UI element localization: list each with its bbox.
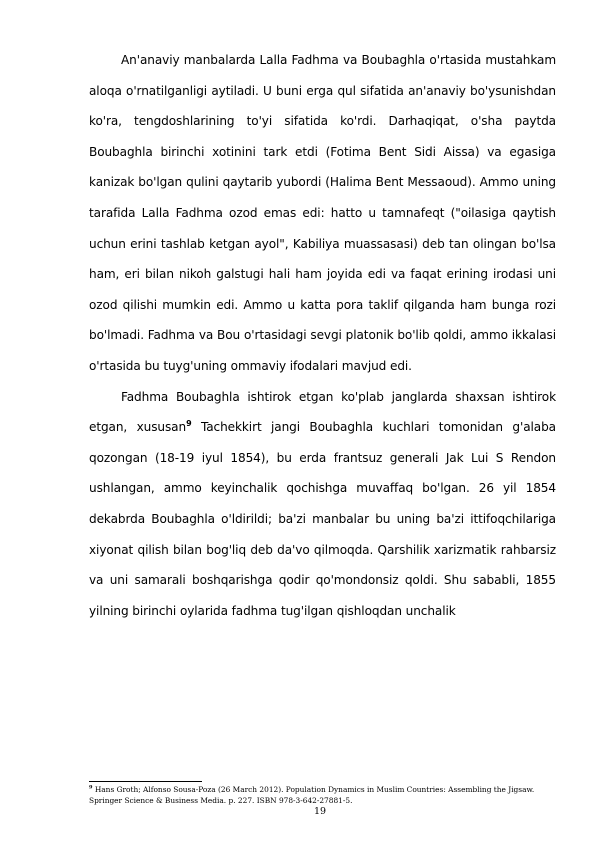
paragraph-1-text: An'anaviy manbalarda Lalla Fadhma va Boubaghla o'rtasida mustahkam aloqa o'rnatilganligi aytiladi. U buni erga qul sifatida an'anaviy bo'ysunishdan ko'ra, tengdoshlarining to'yi sifatida ko'rdi. Darhaqiqat, o'sha paytda Boubaghla birinchi xotinini tark etdi (Fotima Bent Sidi Aissa) va egasiga kanizak bo'lgan qulini qaytarib yubordi (Halima Bent Messaoud). Ammo uning tarafida Lalla Fadhma ozod emas edi: hatto u tamnafeqt ("oilasiga qaytish uchun erini tashlab ketgan ayol", Kabiliya muassasasi) deb tan olingan bo'lsa ham, eri bilan nikoh galstugi hali ham joyida edi va faqat erining irodasi uni ozod qilishi mumkin edi. Ammo u katta pora taklif qilganda ham bunga rozi bo'lmadi. Fadhma va Bou o'rtasidagi sevgi platonik bo'lib qoldi, ammo ikkalasi o'rtasida bu tuyg'uning ommaviy ifodalari mavjud edi. <box>89 53 556 373</box>
footnote <box>89 785 559 806</box>
body-text <box>89 45 556 626</box>
footnote-marker: 9 <box>89 784 93 791</box>
paragraph-2 <box>89 382 556 627</box>
page-number: 19 <box>313 806 327 817</box>
footnote-divider <box>89 781 202 782</box>
paragraph-1 <box>89 45 556 382</box>
footnote-text: Hans Groth; Alfonso Sousa-Poza (26 March 2012). Population Dynamics in Muslim Countries: Assembling the Jigsaw. Springer Science & Business Media. p. 227. ISBN 978-3-642-27881-5. <box>89 785 535 805</box>
paragraph-2-text-after: Tachekkirt jangi Boubaghla kuchlari tomonidan g'alaba qozongan (18-19 iyul 1854), bu erda frantsuz generali Jak Lui S Rendon ushlangan, ammo keyinchalik qochishga muvaffaq bo'lgan. 26 yil 1854 dekabrda Boubaghla o'ldirildi; ba'zi manbalar bu uning ba'zi ittifoqchilariga xiyonat qilish bilan bog'liq deb da'vo qilmoqda. Qarshilik xarizmatik rahbarsiz va uni samarali boshqarishga qodir qo'mondonsiz qoldi. Shu sababli, 1855 yilning birinchi oylarida fadhma tug'ilgan qishloqdan unchalik <box>89 420 556 618</box>
paragraph-2-text-before: Fadhma Boubaghla ishtirok etgan ko'plab janglarda shaxsan ishtirok etgan, xususan <box>89 389 556 435</box>
footnote-reference[interactable]: 9 <box>186 419 192 429</box>
